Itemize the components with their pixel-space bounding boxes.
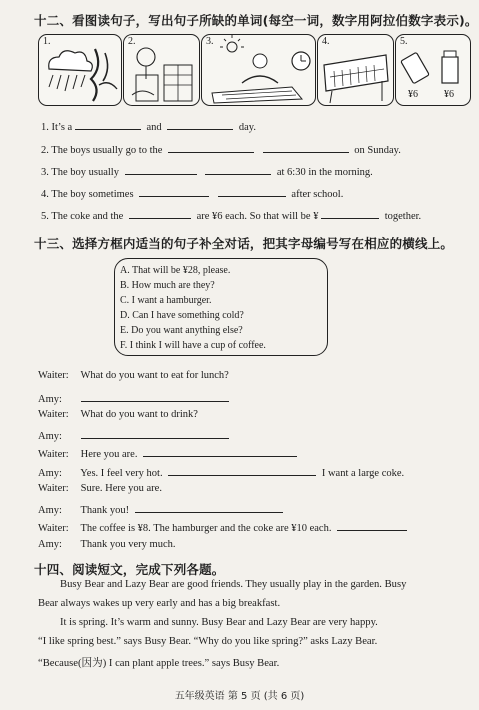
picture-piano: [317, 34, 394, 106]
option-c: C. I want a hamburger.: [120, 295, 212, 306]
answer-blank[interactable]: [168, 142, 254, 153]
dialogue-line: Waiter: Here you are.: [38, 446, 297, 460]
option-e: E. Do you want anything else?: [120, 325, 243, 336]
park-icon: [124, 35, 199, 105]
answer-blank[interactable]: [143, 446, 297, 457]
passage-line: “Because(因为) I can plant apple trees.” says Busy Bear.: [38, 658, 280, 669]
picture-number: 5.: [400, 36, 408, 47]
piano-icon: [318, 35, 393, 105]
dialogue-line: Amy: Yes. I feel very hot. I want a large coke.: [38, 465, 404, 479]
rain-wind-icon: [39, 35, 121, 105]
section-14-title: 十四、阅读短文，完成下列各题。: [34, 562, 225, 577]
picture-rainy-windy: [38, 34, 122, 106]
answer-blank[interactable]: [321, 208, 379, 219]
answer-blank[interactable]: [135, 502, 283, 513]
question-2: 2. The boys usually go to the on Sunday.: [41, 142, 401, 156]
option-f: F. I think I will have a cup of coffee.: [120, 340, 266, 351]
option-d: D. Can I have something cold?: [120, 310, 244, 321]
answer-blank[interactable]: [218, 186, 286, 197]
dialogue-line: Amy:: [38, 391, 229, 405]
question-3: 3. The boy usually at 6:30 in the morning.: [41, 164, 373, 178]
dialogue-line: Amy: Thank you!: [38, 502, 283, 516]
price-label: ¥6: [444, 89, 454, 100]
picture-number: 3.: [206, 36, 214, 47]
picture-number: 4.: [322, 36, 330, 47]
answer-blank[interactable]: [81, 428, 229, 439]
passage-line: “I like spring best.” says Busy Bear. “Why do you like spring?” asks Lazy Bear.: [38, 636, 378, 647]
dialogue-line: Amy: Thank you very much.: [38, 539, 176, 550]
answer-blank[interactable]: [263, 142, 349, 153]
section-13-title: 十三、选择方框内适当的句子补全对话，把其字母编号写在相应的横线上。: [34, 236, 454, 251]
picture-number: 2.: [128, 36, 136, 47]
answer-blank[interactable]: [129, 208, 191, 219]
dialogue-line: Amy:: [38, 428, 229, 442]
answer-blank[interactable]: [168, 465, 316, 476]
dialogue-line: Waiter: What do you want to drink?: [38, 409, 198, 420]
answer-blank[interactable]: [75, 119, 141, 130]
passage-line: Busy Bear and Lazy Bear are good friends. They usually play in the garden. Busy: [60, 579, 407, 590]
picture-row: [38, 34, 454, 106]
passage-line: Bear always wakes up very early and has a big breakfast.: [38, 598, 281, 609]
answer-blank[interactable]: [167, 119, 233, 130]
answer-blank[interactable]: [81, 391, 229, 402]
option-b: B. How much are they?: [120, 280, 215, 291]
wake-up-icon: [202, 35, 315, 105]
question-1: 1. It’s a and day.: [41, 119, 256, 133]
answer-blank[interactable]: [205, 164, 271, 175]
answer-blank[interactable]: [139, 186, 209, 197]
dialogue-line: Waiter: What do you want to eat for lunch?: [38, 370, 229, 381]
section-12-title: 十二、看图读句子，写出句子所缺的单词(每空一词，数字用阿拉伯数字表示)。: [34, 13, 478, 28]
picture-food-prices: [395, 34, 471, 106]
picture-waking-up: [201, 34, 316, 106]
price-label: ¥6: [408, 89, 418, 100]
question-5: 5. The coke and the are ¥6 each. So that will be ¥ together.: [41, 208, 421, 222]
dialogue-line: Waiter: Sure. Here you are.: [38, 483, 162, 494]
dialogue-line: Waiter: The coffee is ¥8. The hamburger and the coke are ¥10 each.: [38, 520, 407, 534]
picture-park: [123, 34, 200, 106]
picture-number: 1.: [43, 36, 51, 47]
option-a: A. That will be ¥28, please.: [120, 265, 231, 276]
passage-line: It is spring. It’s warm and sunny. Busy Bear and Lazy Bear are very happy.: [60, 617, 378, 628]
answer-blank[interactable]: [337, 520, 407, 531]
question-4: 4. The boy sometimes after school.: [41, 186, 343, 200]
page-footer: 五年级英语 第 5 页 (共 6 页): [174, 691, 305, 702]
answer-blank[interactable]: [125, 164, 197, 175]
